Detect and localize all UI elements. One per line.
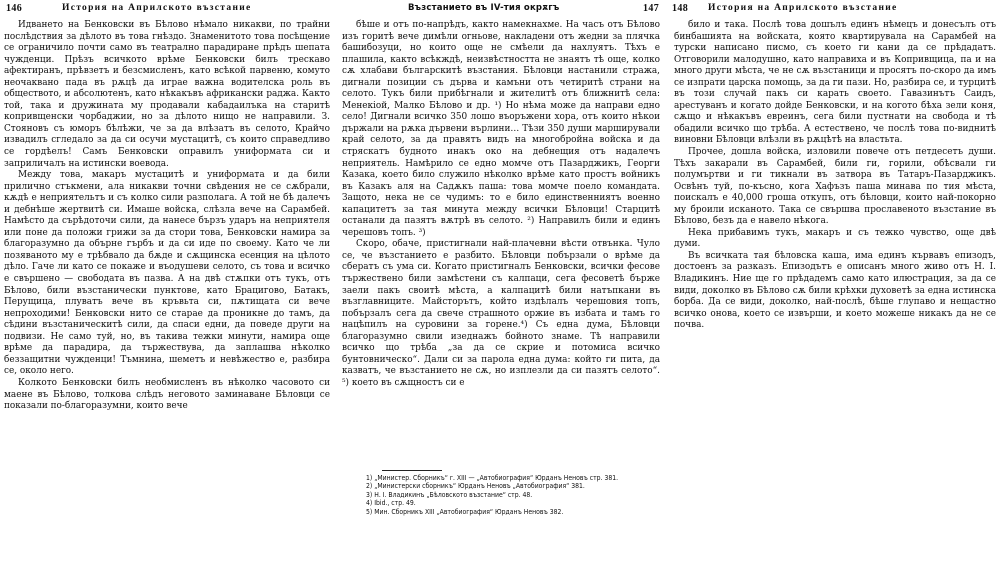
page-title: История на Априлското възстание <box>708 3 898 13</box>
right-page <box>664 0 1000 563</box>
paragraph: Между това, макаръ мустацитѣ и униформата и да били прилично стъкмени, ала никакви точни свѣдения не се сѫбрали, кѫдѣ е неприятельтъ и съ колко сили разполага. А той не бѣ далечъ и дебнѣше жертвитѣ си. Имаше войска, слѣзла вече на Сарамбей. Намѣсто да сърѣдоточи сили, да нанесе бързъ ударъ на неприятеля или поне да положи грижи за да стори това, Бенковски намира за благоразумно да обърне гърбъ и да си иде по своему. Като че ли позяваното му е трѣбвало да бѫде и сѫщинска есенция на цѣлото дѣло. Гачe ли като се покаже и въодушеви селото, съ това и всичко е свършено — свободата въ пазва. А на двѣ стѫпки отъ тукъ, отъ Бѣлово, били възстанически пунктове, като Брацигово, Батакъ, Перущица, плуватъ вече въ кръвьта си, пѫтищата си вече непроходими! Бенковски нито се старае да проникне до тамъ, да сѣдини възстаническитѣ сили, да спаси едни, да поведе други на подвизи. Не само туй, но, въ такива тежки минути, намира още врѣме да парадира, да тържествува, да заплашва нѣколко беззащитни чужденци! Тъмнина, шеметъ и невѣжество е, разбира се, около него. <box>4 170 330 377</box>
page-number: 146 <box>6 3 23 14</box>
page-number: 147 <box>643 3 660 14</box>
page-title: Възстанието въ IV-тия окрѫгъ <box>408 3 560 13</box>
page-body <box>342 20 660 390</box>
left-page <box>0 0 336 563</box>
paragraph: Идването на Бенковски въ Бѣлово нѣмало никакви, по трайни послѣдствия за дѣлото въ това гнѣздо. Знаменитото това посѣщение се ограничило почти само въ театрално парадиране прѣдъ шепата чужденци. Прѣзъ всичкото врѣме Бенковски билъ трескаво афектиранъ, прѣвзетъ и безсмисленъ, като всѣкой парвеню, комуто неочаквано пада въ рѫцѣ да играе важна водителска роль въ обществото, и абсолютенъ, като нѣкакъвъ африкански раджа. Както той, така и дружината му продавали кабадаилъка на старитѣ копривщенски чорбаджии, но за дѣлото нищо не направили. З. Стояновъ съ юморъ бѣлѣжи, че за да влѣзатъ въ селото, Крайчо извадилъ сгледало за да си осучи мустацитѣ, съ които справедливо се гордѣелъ! Самъ Бенковски оправилъ униформата си и заприличалъ на истински воевода. <box>4 20 330 169</box>
middle-page <box>336 0 664 563</box>
footnote: 4) Ibid., стр. 49. <box>366 499 416 508</box>
page-body <box>4 20 330 413</box>
footnote: 2) „Министерски сборникъ“ Юрданъ Неновъ „Автобиография“ 381. <box>366 482 585 491</box>
page-body <box>674 20 996 332</box>
paragraph: Скоро, обаче, пристигнали най-плачевни вѣсти отвънка. Чуло се, че възстанието е разбито. Бѣловци побързали о врѣме да сбератъ съ ума си. Когато пристигналъ Бенковски, всички фесове тържествено били замѣстени съ калпаци, сега фесоветѣ бърже заели пакъ своитѣ мѣста, а калпацитѣ били натъпкани въ възглавниците. Майсторътъ, който издѣлалъ черешовия топъ, побързалъ сега да свече страшното оржие въ избата и тамъ го нацѣпилъ на суровини за горене.⁴) Съ една дума, Бѣловци благоразумно свили изеднажъ бойното знаме. Тѣ направили всичко що трѣба „за да се скрие и потомиса всичко бунтовническо“. Дали си за парола една дума: който ги пита, да казватъ, че възстанието не сѫ, но изплезли да си пазятъ селото“. ⁵) което въ сѫщностъ си е <box>342 239 660 388</box>
paragraph: Въ всичката тая бѣловска каша, има единъ кървавъ епизодъ, достоенъ за разказъ. Епизодътъ е описанъ много живо отъ Н. I. Владикинъ. Ние ще го прѣдадемъ само като илюстрация, за да се види, доколко въ Бѣлово сѫ били крѣхки духоветѣ за една истинска борба. Да се види, доколко, най-послѣ, бѣше глупаво и нещастно всичко онова, което се извърши, и което можеше никакъ да не се почва. <box>674 250 996 331</box>
paragraph: било и така. Послѣ това дошълъ единъ нѣмецъ и донесълъ отъ бинбашията на войската, която квартирувала на Сарамбей на турски написано писмо, съ което ги кани да се прѣдадатъ. Отговорили малодушно, като направиха и въ Копривщица, па и на много други мѣста, че не сѫ възстаници и просятъ по-скоро да имъ се изпрати царска помощь, за да ги пази. Но, разбира се, и турцитѣ въ този случай пакъ си карать своето. Гавазинътъ Саидъ, арестуванъ и когато дойде Бенковски, и на когото бѣха зели коня, сѫщо и нѣкакъвъ евреинъ, сега били пустнати на свобода и тѣ обадили всичко що трѣба. А естествено, че послѣ това по-виднитѣ виновни Бѣловци влѣзли въ рѫцѣтѣ на властьта. <box>674 20 996 146</box>
running-header <box>336 3 664 16</box>
page-title: История на Априлското възстание <box>62 3 252 13</box>
footnotes <box>366 474 656 516</box>
running-header <box>664 3 1000 16</box>
footnote-divider <box>382 470 442 471</box>
footnote: 5) Мин. Сборникъ XIII „Автобиография“ Юрданъ Неновъ 382. <box>366 507 564 516</box>
paragraph: Колкото Бенковски билъ необмисленъ въ нѣколко часовото си маене въ Бѣлово, толкова слѣдъ неговото заминаване Бѣловци се показали по-благоразумни, които вече <box>4 377 330 412</box>
footnote: 1) „Министер. Сборникъ“ г. XIII — „Автобиография“ Юрданъ Неновъ стр. 381. <box>366 474 619 482</box>
paragraph: бѣше и отъ по-напрѣдъ, както намекнахме. На часъ отъ Бѣлово изъ горитѣ вече димѣли огньове, накладени отъ жедни за плячка башибозуци, но които още не смѣели да нахлуятъ. Тѣхъ е плашила, както всѣкждѣ, неизвѣстността не знаятъ тѣ още, колко сѫ хлабави българскитѣ възстания. Бѣловци настанили стража, дигнали позиции съ дърва и камъни отъ четиритѣ страни на селото. Тукъ били прибѣгнали и жителитѣ отъ ближнитѣ села: Менекiой, Малко Бѣлово и др. ¹) Но нѣма може да направи едно село! Дигнали всичко 350 лошо въоръжени хора, отъ които нѣкои държали на рѫка дървени върлини… Тѣзи 350 души марширували край селото, за да правятъ видъ на многобройна войска и да стряскатъ будното инакъ око на дебнещия отъ надалечъ неприятель. Намѣрило се едно момче отъ Пазарджикъ, Георги Казака, което било служило нѣколко врѣме като простъ войникъ въ Казакъ аля на Садѫкъ паша: това момче поело командата. Защото, нека не се чудимъ: то е било единственниятъ военно капацитетъ за тая минута между всички Бѣловци! Старцитѣ останали да пазятъ вѫтрѣ въ селото. ²) Направилъ били и единъ черешовъ топъ. ³) <box>342 20 660 238</box>
paragraph: Прочее, дошла войска, изловили повече отъ петдесетъ души. Тѣхъ закарали въ Сарамбей, били ги, горили, обѣсвали ги полумъртви и ги тикнали въ затвора въ Татаръ-Пазарджикъ. Освѣнъ туй, по-късно, кога Хафъзъ паша минава по тия мѣста, поискалъ е 40,000 грошa откупъ, отъ бѣловци, които най-покорно му броили исканото. Така се свършва прославеното възстание въ Бѣлово, безъ да е навело нѣкога. <box>674 147 996 227</box>
running-header <box>0 3 336 16</box>
paragraph: Нека прибавимъ тукъ, макаръ и съ тежко чувство, още двѣ думи. <box>674 227 996 250</box>
page-number: 148 <box>672 3 689 14</box>
footnote: 3) Н. I. Владикинъ „Бѣловското възстание“ стр. 48. <box>366 490 533 499</box>
